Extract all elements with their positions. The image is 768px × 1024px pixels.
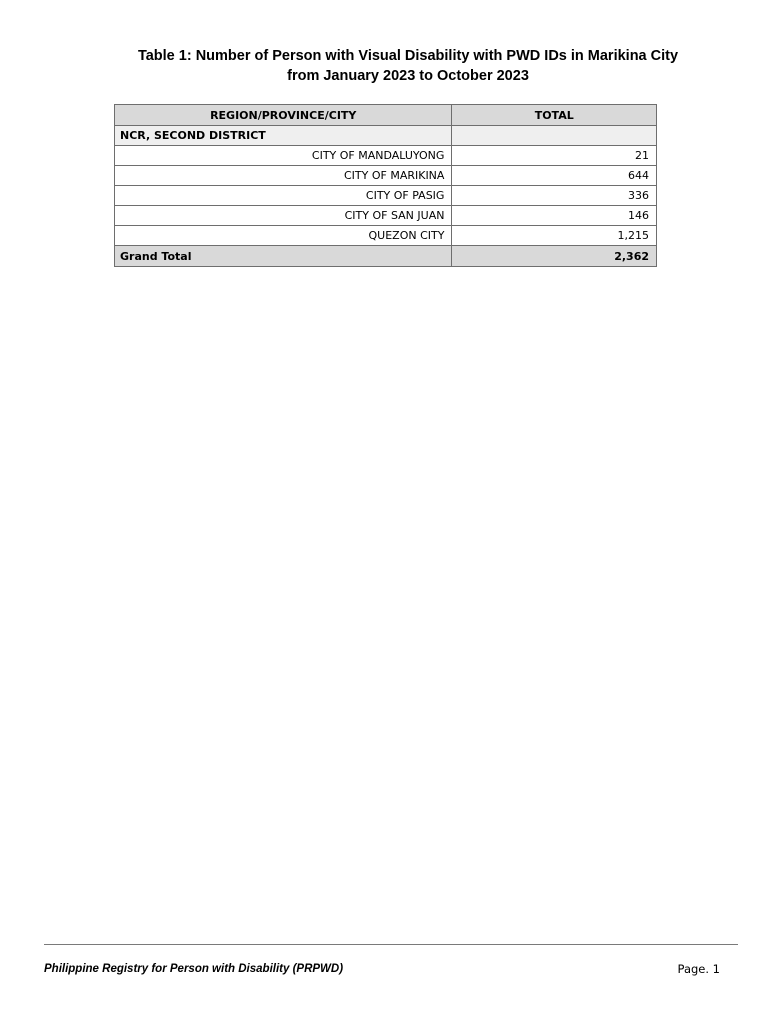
title-line-2: from January 2023 to October 2023 (287, 68, 529, 84)
city-name: CITY OF MANDALUYONG (115, 146, 452, 166)
city-total: 21 (452, 146, 657, 166)
table-row (115, 146, 657, 166)
city-total: 146 (452, 206, 657, 226)
city-total: 336 (452, 186, 657, 206)
grand-total-value: 2,362 (452, 246, 657, 267)
grand-total-row (115, 246, 657, 267)
disability-table (114, 104, 657, 267)
city-name: CITY OF MARIKINA (115, 166, 452, 186)
table-row (115, 206, 657, 226)
region-row (115, 126, 657, 146)
city-total: 644 (452, 166, 657, 186)
table-header-row (115, 105, 657, 126)
footer-organization: Philippine Registry for Person with Disability (PRPWD) (44, 963, 344, 975)
grand-total-label: Grand Total (115, 246, 452, 267)
page-title (0, 46, 768, 86)
table-row (115, 166, 657, 186)
city-name: CITY OF PASIG (115, 186, 452, 206)
region-name: NCR, SECOND DISTRICT (115, 126, 452, 146)
table-row (115, 226, 657, 246)
table-row (115, 186, 657, 206)
title-line-1: Table 1: Number of Person with Visual Disability with PWD IDs in Marikina City (137, 48, 679, 64)
page-number: Page. 1 (677, 962, 720, 976)
footer-divider (44, 944, 738, 945)
region-total (452, 126, 657, 146)
header-total: TOTAL (452, 105, 657, 126)
city-total: 1,215 (452, 226, 657, 246)
city-name: QUEZON CITY (115, 226, 452, 246)
header-region: REGION/PROVINCE/CITY (115, 105, 452, 126)
city-name: CITY OF SAN JUAN (115, 206, 452, 226)
